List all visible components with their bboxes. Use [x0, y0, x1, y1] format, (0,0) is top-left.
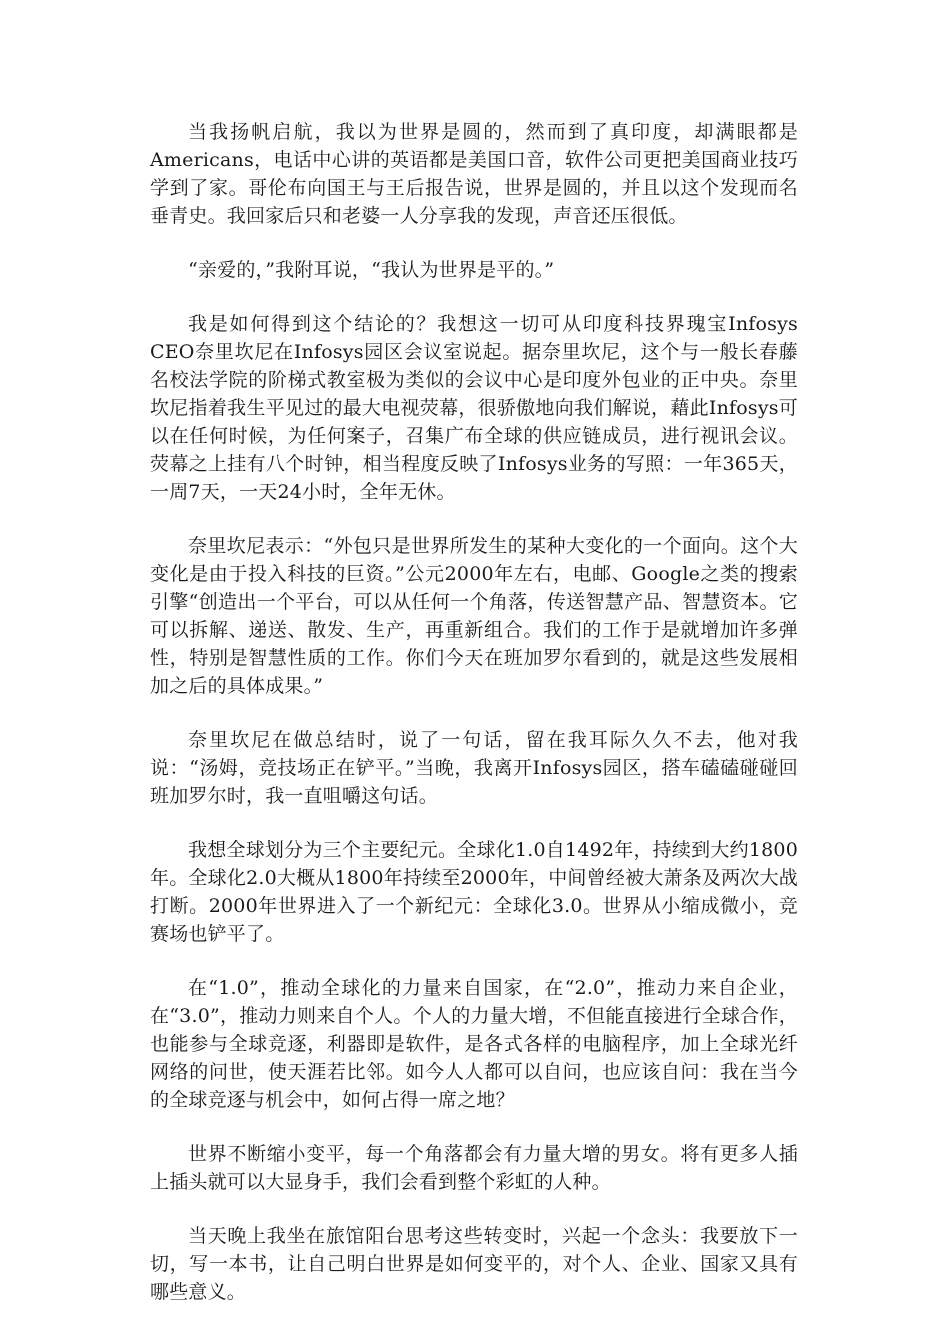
paragraph-1: 当我扬帆启航，我以为世界是圆的，然而到了真印度，却满眼都是Americans，电话中心讲的英语都是美国口音，软件公司更把美国商业技巧学到了家。哥伦布向国王与王后报告说，世界是圆的，并且以这个发现而名垂青史。我回家后只和老婆一人分享我的发现，声音还压很低。: [150, 121, 798, 227]
paragraph-3: 我是如何得到这个结论的？我想这一切可从印度科技界瑰宝Infosys CEO奈里坎尼在Infosys园区会议室说起。据奈里坎尼，这个与一般长春藤名校法学院的阶梯式教室极为类似的会议中心是印度外包业的正中央。奈里坎尼指着我生平见过的最大电视荧幕，很骄傲地向我们解说，藉此Infosys可以在任何时候，为任何案子，召集广布全球的供应链成员，进行视讯会议。荧幕之上挂有八个时钟，相当程度反映了Infosys业务的写照：一年365天，一周7天，一天24小时，全年无休。: [150, 313, 798, 503]
document-body: [150, 118, 798, 1332]
paragraph-7: 在“1.0”，推动全球化的力量来自国家，在“2.0”，推动力来自企业，在“3.0”，推动力则来自个人。个人的力量大增，不但能直接进行全球合作，也能参与全球竞逐，利器即是软件，是各式各样的电脑程序，加上全球光纤网络的问世，使天涯若比邻。如今人人都可以自问，也应该自问：我在当今的全球竞逐与机会中，如何占得一席之地？: [150, 977, 798, 1111]
paragraph-5: 奈里坎尼在做总结时，说了一句话，留在我耳际久久不去，他对我说：“汤姆，竞技场正在铲平。”当晚，我离开Infosys园区，搭车磕磕碰碰回班加罗尔时，我一直咀嚼这句话。: [150, 729, 798, 807]
paragraph-8: 世界不断缩小变平，每一个角落都会有力量大增的男女。将有更多人插上插头就可以大显身手，我们会看到整个彩虹的人种。: [150, 1143, 798, 1193]
paragraph-2: “亲爱的，”我附耳说，“我认为世界是平的。”: [188, 259, 555, 281]
paragraph-4: 奈里坎尼表示：“外包只是世界所发生的某种大变化的一个面向。这个大变化是由于投入科技的巨资。”公元2000年左右，电邮、Google之类的搜索引擎“创造出一个平台，可以从任何一个角落，传送智慧产品、智慧资本。它可以拆解、递送、散发、生产，再重新组合。我们的工作于是就增加许多弹性，特别是智慧性质的工作。你们今天在班加罗尔看到的，就是这些发展相加之后的具体成果。”: [150, 535, 798, 697]
paragraph-6: 我想全球划分为三个主要纪元。全球化1.0自1492年，持续到大约1800年。全球化2.0大概从1800年持续至2000年，中间曾经被大萧条及两次大战打断。2000年世界进入了一个新纪元：全球化3.0。世界从小缩成微小，竞赛场也铲平了。: [150, 839, 798, 945]
paragraph-9: 当天晚上我坐在旅馆阳台思考这些转变时，兴起一个念头：我要放下一切，写一本书，让自己明白世界是如何变平的，对个人、企业、国家又具有哪些意义。: [150, 1225, 798, 1303]
